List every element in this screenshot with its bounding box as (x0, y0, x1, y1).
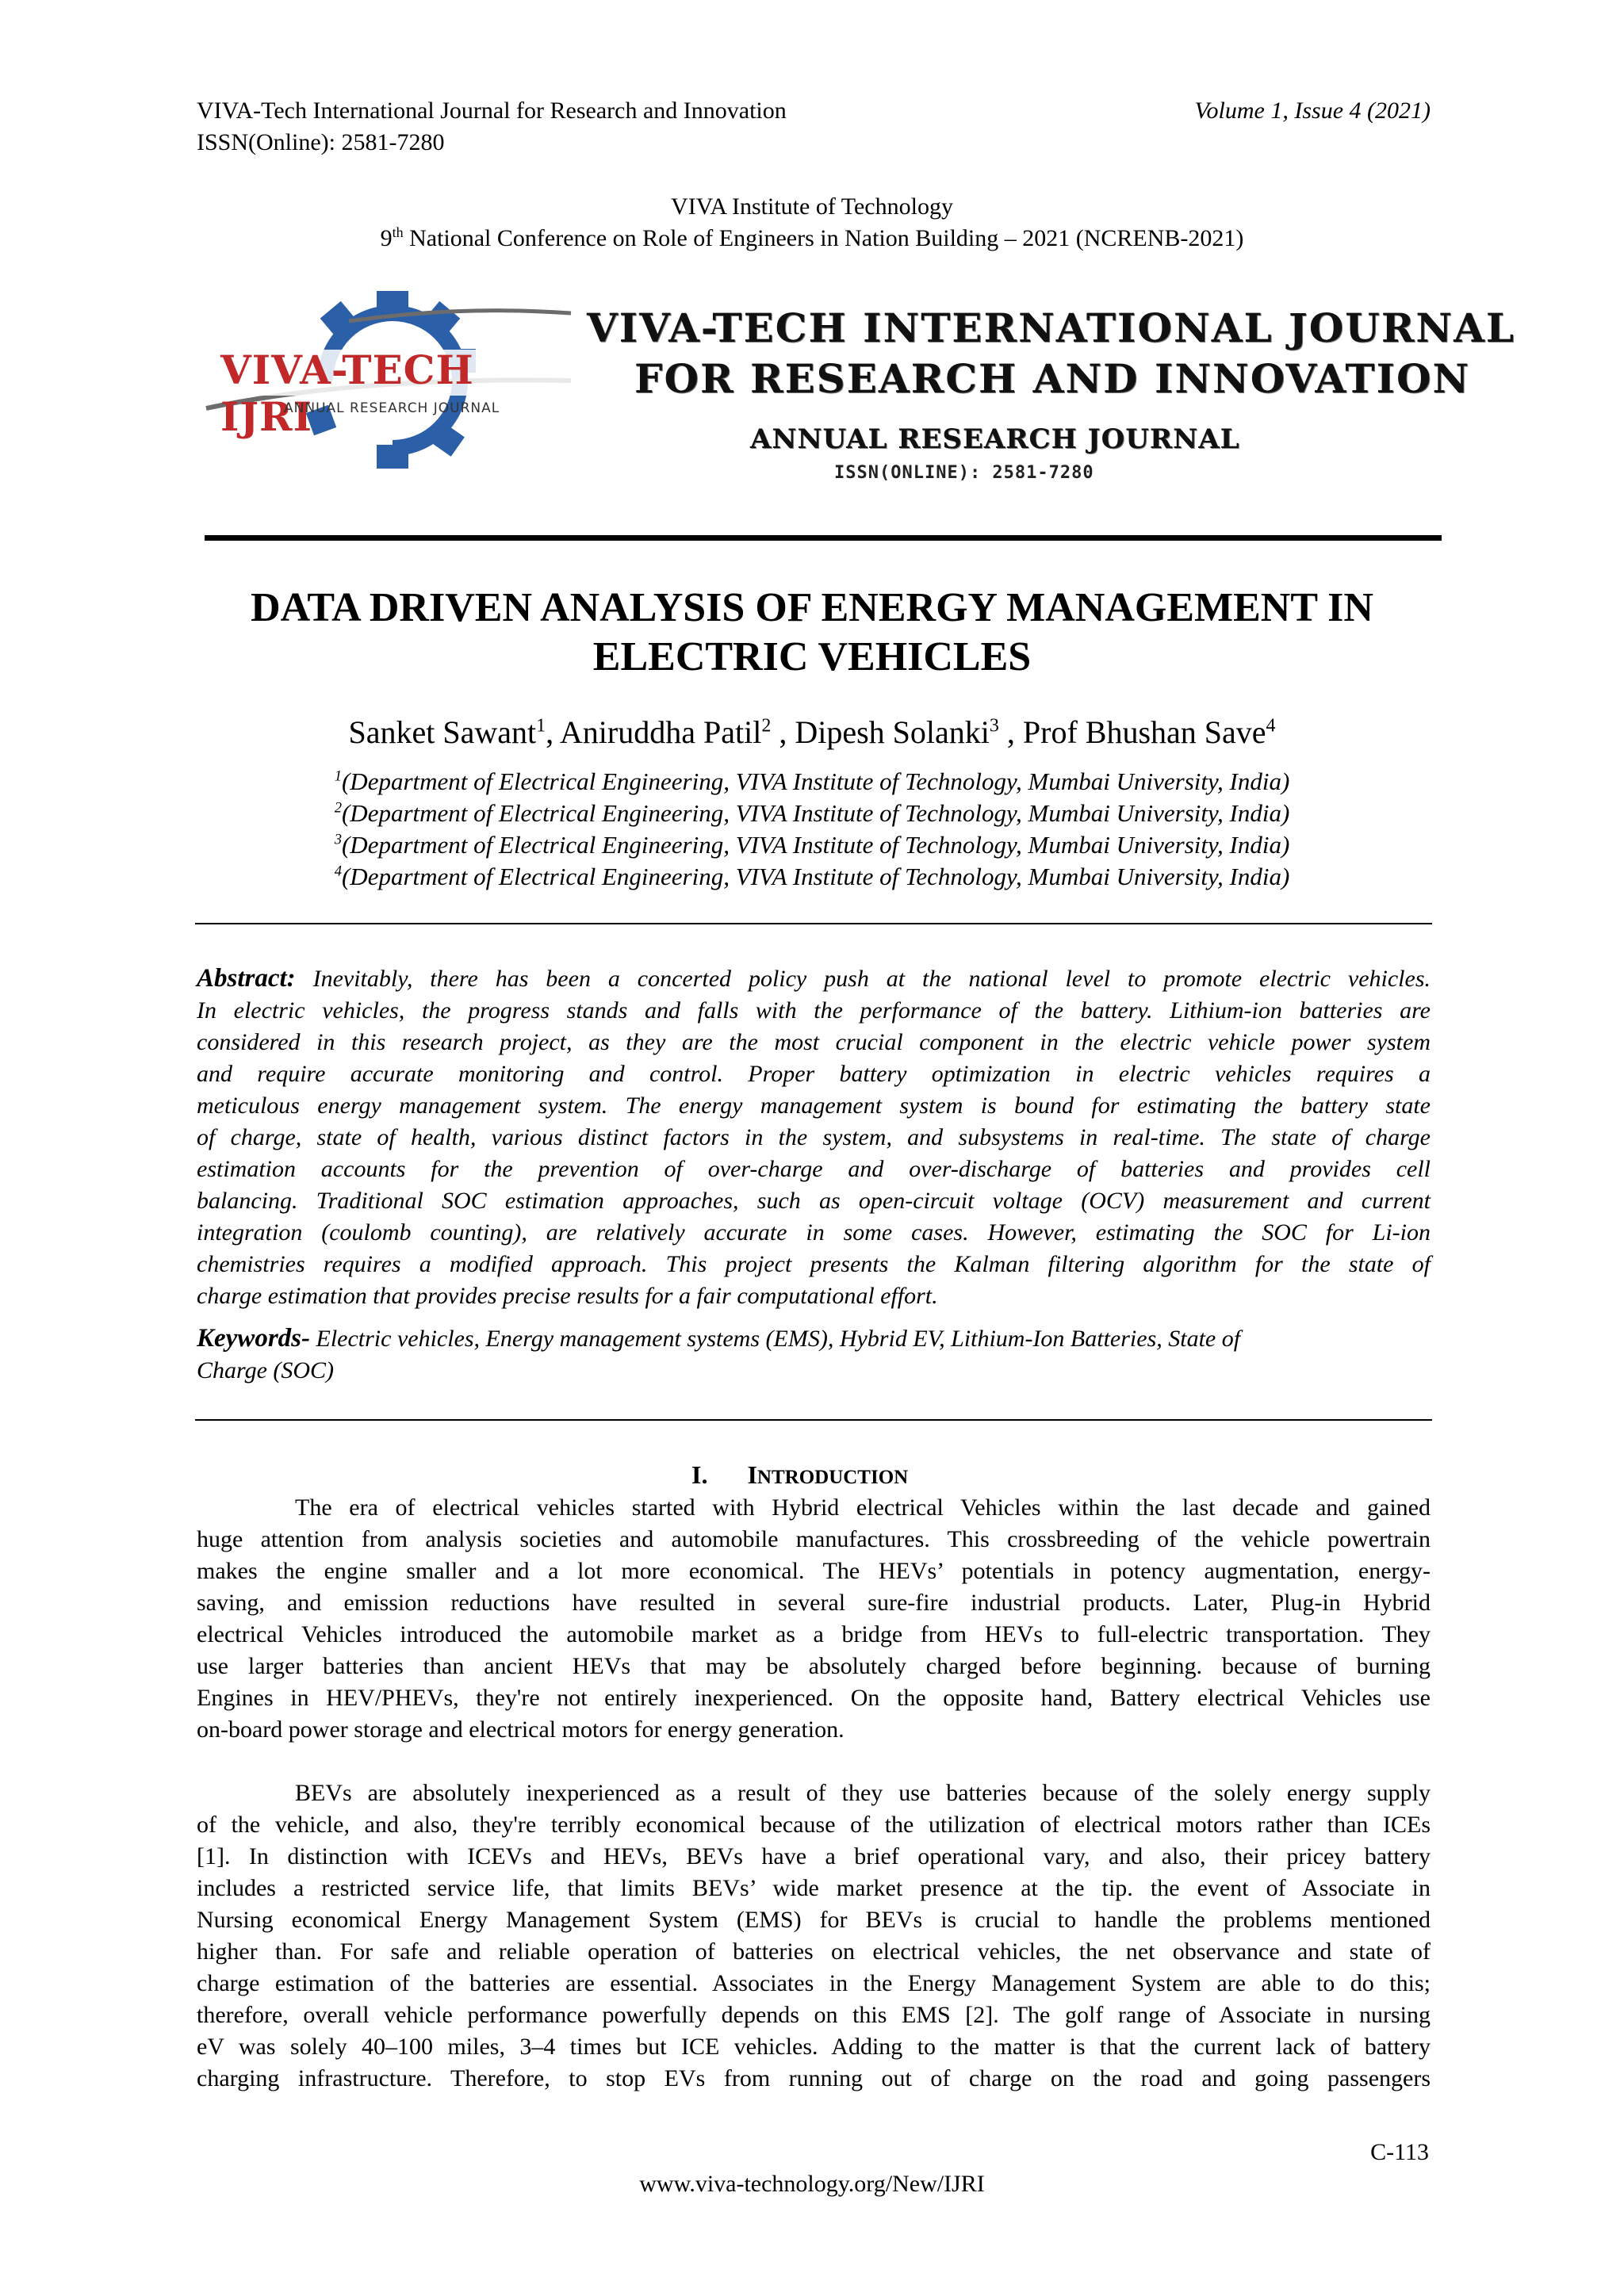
paper-title: DATA DRIVEN ANALYSIS OF ENERGY MANAGEMENT IN ELECTRIC VEHICLES (251, 585, 1373, 679)
journal-issn: ISSN(Online): 2581-7280 (197, 129, 445, 155)
affiliation: $^2$(Department of Electrical Engineering, VIVA Institute of Technology, Mumbai University, India) (334, 799, 1290, 827)
journal-logo (198, 289, 579, 472)
author-name: Sanket Sawant (348, 714, 537, 750)
banner-title-line1: VIVA-TECH INTERNATIONAL JOURNAL (587, 304, 1516, 351)
affiliation: $^4$(Department of Electrical Engineering, VIVA Institute of Technology, Mumbai University, India) (334, 863, 1290, 890)
divider-top (195, 923, 1432, 924)
logo-text: VIVA-TECH IJRI (220, 346, 474, 440)
keywords: Keywords- Electric vehicles, Energy management systems (EMS), Hybrid EV, Lithium-Ion Batteries, State of Charge (SOC) (197, 1324, 1241, 1383)
page-number: C-113 (1370, 2139, 1429, 2165)
abstract: Abstract: Inevitably, there has been a concerted policy push at the national level to promote electric vehicles. In electric vehicles, the progress stands and falls with the performance of the battery. Lithium-ion batteries are considered in this research project, as they are the most crucial component in the electric vehicle power system and require accurate monitoring and control. Proper battery optimization in electric vehicles requires a meticulous energy management system. The energy management system is bound for estimating the battery state of charge, state of health, various distinct factors in the system, and subsystems in real-time. The state of charge estimation accounts for the prevention of over-charge and over-discharge of batteries and provides cell balancing. Traditional SOC estimation approaches, such as open-circuit voltage (OCV) measurement and current integration (coulomb counting), are relatively accurate in some cases. However, estimating the SOC for Li-ion chemistries requires a modified approach. This project presents the Kalman filtering algorithm for the state of charge estimation that provides precise results for a fair computational effort. (197, 964, 1431, 1309)
keywords-label: Keywords- (197, 1324, 310, 1353)
banner-title-line2: FOR RESEARCH AND INNOVATION (634, 355, 1471, 402)
author-name: Prof Bhushan Save (1022, 714, 1266, 750)
volume-issue: Volume 1, Issue 4 (2021) (1194, 98, 1431, 124)
intro-paragraph-2: BEVs are absolutely inexperienced as a result of they use batteries because of the solely energy supply of the vehicle, and also, they're terribly economical because of the utilization of electrical motors rather than ICEs [1]. In distinction with ICEVs and HEVs, BEVs have a brief operational vary, and also, their pricey battery includes a restricted service life, that limits BEVs’ wide market presence at the tip. the event of Associate in Nursing economical Energy Management System (EMS) for BEVs is crucial to handle the problems mentioned higher than. For safe and reliable operation of batteries on electrical vehicles, the net observance and state of charge estimation of the batteries are essential. Associates in the Energy Management System are able to do this; therefore, overall vehicle performance powerfully depends on this EMS [2]. The golf range of Associate in nursing eV was solely 40–100 miles, 3–4 times but ICE vehicles. Adding to the matter is that the current lack of battery charging infrastructure. Therefore, to stop EVs from running out of charge on the road and going passengers (197, 1780, 1431, 2091)
intro-paragraph-1: The era of electrical vehicles started with Hybrid electrical Vehicles within the last decade and gained huge attention from analysis societies and automobile manufactures. This crossbreeding of the vehicle powertrain makes the engine smaller and a lot more economical. The HEVs’ potentials in potency augmentation, energy- saving, and emission reductions have resulted in several sure-fire industrial products. Later, Plug-in Hybrid electrical Vehicles introduced the automobile market as a bridge from HEVs to full-electric transportation. They use larger batteries than ancient HEVs that may be absolutely charged before beginning. because of burning Engines in HEV/PHEVs, they're not entirely inexperienced. On the opposite hand, Battery electrical Vehicles use on-board power storage and electrical motors for energy generation. (197, 1494, 1431, 1743)
section-heading: I. INTRODUCTION (691, 1460, 909, 1489)
affiliation: $^1$(Department of Electrical Engineering, VIVA Institute of Technology, Mumbai University, India) (334, 767, 1290, 795)
banner-divider (205, 535, 1442, 541)
affiliations (0, 766, 1624, 893)
authors: Sanket Sawant$^1$, Aniruddha Patil$^2$ , Dipesh Solanki$^3$ , Prof Bhushan Save$^4$ (348, 714, 1276, 750)
banner-subtitle: ANNUAL RESEARCH JOURNAL (750, 423, 1240, 455)
author-name: Dipesh Solanki (795, 714, 990, 750)
abstract-label: Abstract: (197, 964, 296, 993)
banner-issn: ISSN(ONLINE): 2581-7280 (834, 463, 1094, 483)
affiliation: $^3$(Department of Electrical Engineering, VIVA Institute of Technology, Mumbai University, India) (334, 831, 1290, 859)
author-name: Aniruddha Patil (559, 714, 762, 750)
footer-url: www.viva-technology.org/New/IJRI (639, 2171, 985, 2197)
conference-name: 9th National Conference on Role of Engineers in Nation Building – 2021 (NCRENB-2021) (380, 224, 1244, 251)
journal-name: VIVA-Tech International Journal for Research and Innovation (197, 98, 787, 124)
institute-name: VIVA Institute of Technology (671, 193, 953, 220)
divider-bottom (195, 1419, 1432, 1421)
logo-subtext: ANNUAL RESEARCH JOURNAL (284, 400, 500, 416)
